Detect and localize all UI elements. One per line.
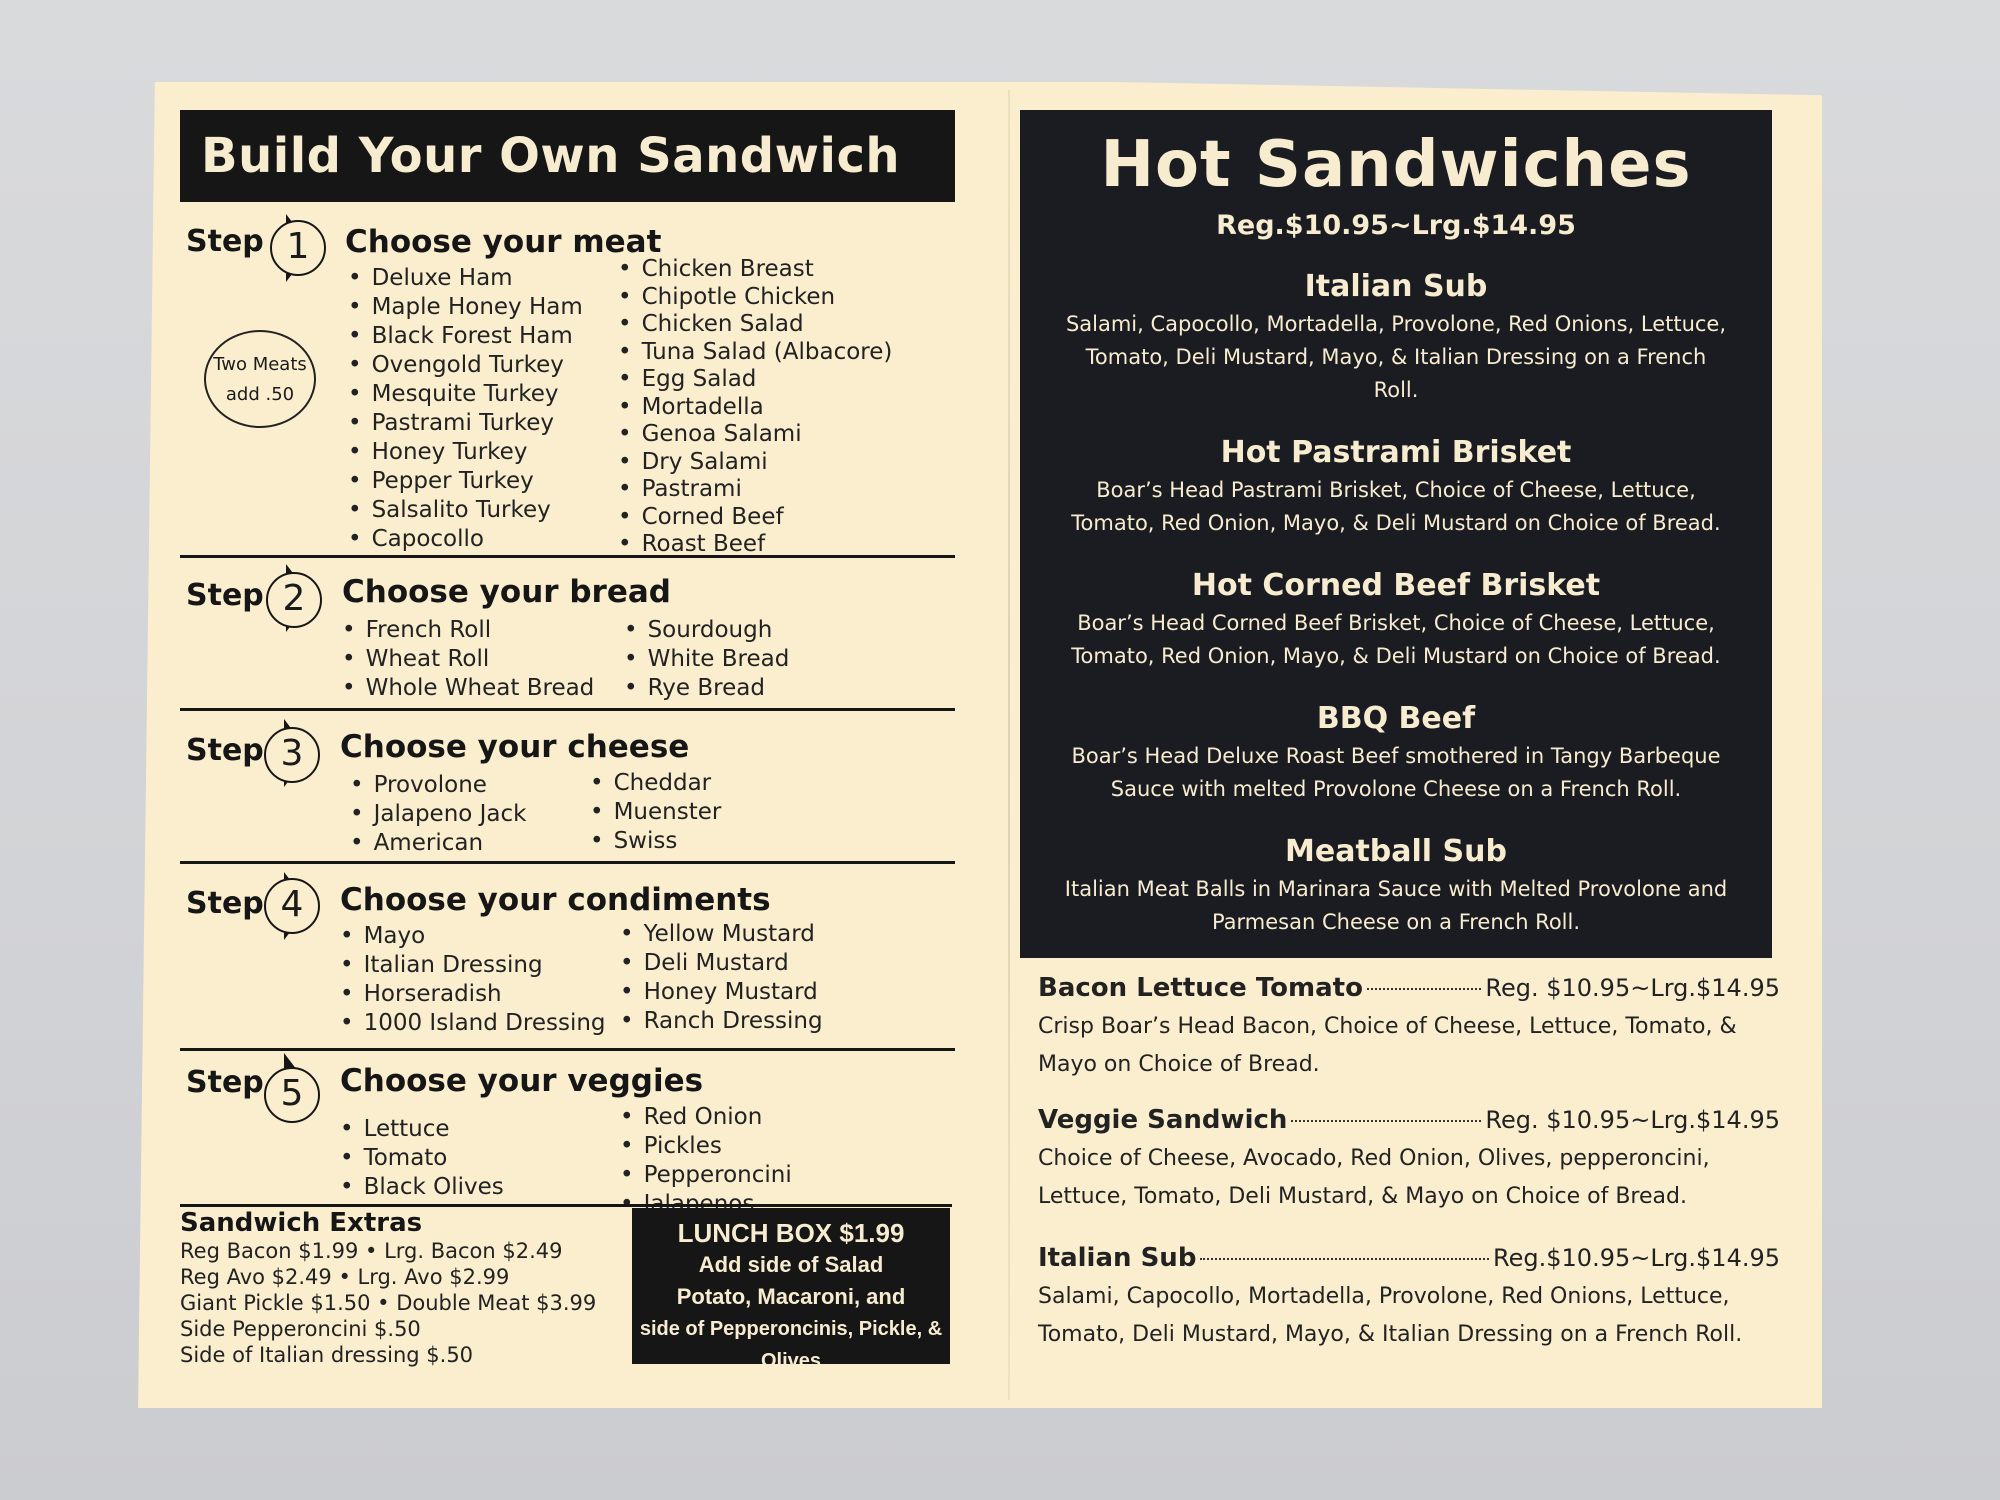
list-item: • Deli Mustard	[620, 949, 823, 978]
hot-sandwiches-box	[1020, 110, 1772, 958]
bread-list-col1	[342, 616, 594, 703]
hot-item-name: Italian Sub	[1304, 269, 1488, 304]
list-item: • Whole Wheat Bread	[342, 674, 594, 703]
step-label: Step	[186, 886, 264, 921]
meat-list-col2	[618, 256, 892, 559]
list-item: • Pastrami Turkey	[348, 409, 583, 438]
lunch-box-line: side of Pepperoncinis, Pickle, & Olives	[639, 1318, 943, 1372]
hot-item-desc: Boar’s Head Pastrami Brisket, Choice of Cheese, Lettuce, Tomato, Red Onion, Mayo, & Deli Mustard on Choice of Bread.	[1071, 478, 1721, 535]
two-meats-line-1: Two Meats	[213, 354, 307, 375]
lunch-box-line: Add side of Salad	[698, 1252, 884, 1277]
menu-item-desc: Salami, Capocollo, Mortadella, Provolone, Red Onions, Lettuce, Tomato, Deli Mustard, Mayo, & Italian Dressing on a French Roll.	[1038, 1284, 1743, 1347]
extras-line: Giant Pickle $1.50 • Double Meat $3.99	[180, 1291, 597, 1315]
list-item: • Capocollo	[348, 525, 583, 554]
menu-item-name: Italian Sub	[1038, 1243, 1197, 1273]
list-item: • Black Forest Ham	[348, 322, 583, 351]
list-item: • Pepper Turkey	[348, 467, 583, 496]
menu-item-price: Reg.$10.95~Lrg.$14.95	[1493, 1244, 1780, 1272]
list-item: • Tomato	[340, 1144, 504, 1173]
menu-item-name: Bacon Lettuce Tomato	[1038, 973, 1363, 1003]
list-item: • Lettuce	[340, 1115, 504, 1144]
list-item: • Maple Honey Ham	[348, 293, 583, 322]
sandwich-extras	[180, 1208, 620, 1368]
step-number: 4	[264, 878, 320, 934]
menu-item-blt	[1038, 968, 1780, 1084]
condiment-list-col2	[620, 920, 823, 1036]
list-item: • Italian Dressing	[340, 951, 606, 980]
menu-item-italian-sub	[1038, 1238, 1780, 1354]
extras-heading: Sandwich Extras	[180, 1208, 423, 1238]
hot-item-desc: Boar’s Head Deluxe Roast Beef smothered in Tangy Barbeque Sauce with melted Provolone Cheese on a French Roll.	[1071, 744, 1721, 801]
hot-item-desc: Boar’s Head Corned Beef Brisket, Choice of Cheese, Lettuce, Tomato, Red Onion, Mayo, & Deli Mustard on Choice of Bread.	[1071, 611, 1721, 668]
leader-dots	[1291, 1120, 1481, 1122]
bread-list-col2	[624, 616, 789, 703]
hot-title: Hot Sandwiches	[1100, 128, 1692, 202]
menu-item-veggie	[1038, 1100, 1780, 1216]
hot-item-name: Hot Corned Beef Brisket	[1191, 568, 1601, 603]
extras-line: Side Pepperoncini $.50	[180, 1317, 421, 1341]
list-item: • Mesquite Turkey	[348, 380, 583, 409]
list-item: • Jalapeno Jack	[350, 800, 527, 829]
step-number: 3	[264, 727, 320, 783]
list-item: • Chipotle Chicken	[618, 284, 892, 312]
list-item: • Chicken Breast	[618, 256, 892, 284]
step-label: Step	[186, 578, 264, 613]
list-item: • Mayo	[340, 922, 606, 951]
hot-price: Reg.$10.95~Lrg.$14.95	[1216, 210, 1576, 241]
meat-list-col1	[348, 264, 583, 554]
step-3	[180, 711, 955, 864]
step-title: Choose your bread	[342, 574, 671, 610]
list-item: • Egg Salad	[618, 366, 892, 394]
extras-line: Side of Italian dressing $.50	[180, 1343, 474, 1367]
step-label: Step	[186, 224, 264, 259]
fold-crease	[1008, 90, 1010, 1400]
hot-item-name: Meatball Sub	[1285, 834, 1507, 869]
list-item: • Dry Salami	[618, 449, 892, 477]
extras-line: Reg Bacon $1.99 • Lrg. Bacon $2.49	[180, 1239, 563, 1263]
list-item: • Red Onion	[620, 1103, 792, 1132]
list-item: • Pastrami	[618, 476, 892, 504]
list-item: • Black Olives	[340, 1173, 504, 1202]
list-item: • Pickles	[620, 1132, 792, 1161]
step-number: 2	[266, 572, 322, 628]
menu-item-name: Veggie Sandwich	[1038, 1105, 1288, 1135]
lunch-box-box	[632, 1208, 950, 1372]
list-item: • Corned Beef	[618, 504, 892, 532]
step-title: Choose your meat	[345, 224, 662, 260]
step-title: Choose your condiments	[340, 882, 771, 918]
list-item: • Cheddar	[590, 769, 721, 798]
menu-item-price: Reg. $10.95~Lrg.$14.95	[1485, 974, 1780, 1002]
veggie-list-col1	[340, 1115, 504, 1202]
veggie-list-col2	[620, 1103, 792, 1219]
list-item: • Pepperoncini	[620, 1161, 792, 1190]
list-item: • Wheat Roll	[342, 645, 594, 674]
menu-item-header	[1038, 968, 1780, 1008]
list-item: • Sourdough	[624, 616, 789, 645]
lunch-box-line: Potato, Macaroni, and	[676, 1284, 906, 1309]
list-item: • Provolone	[350, 771, 527, 800]
list-item: • 1000 Island Dressing	[340, 1009, 606, 1038]
list-item: • Ovengold Turkey	[348, 351, 583, 380]
lunch-box-title: LUNCH BOX $1.99	[677, 1218, 905, 1248]
step-number: 5	[264, 1067, 320, 1123]
menu-item-desc: Crisp Boar’s Head Bacon, Choice of Cheese, Lettuce, Tomato, & Mayo on Choice of Bread.	[1038, 1014, 1737, 1077]
menu-item-price: Reg. $10.95~Lrg.$14.95	[1485, 1106, 1780, 1134]
list-item: • American	[350, 829, 527, 858]
step-2	[180, 558, 955, 711]
hot-item-desc: Salami, Capocollo, Mortadella, Provolone, Red Onions, Lettuce, Tomato, Deli Mustard, Mayo, & Italian Dressing on a French Roll.	[1065, 312, 1727, 402]
cheese-list-col1	[350, 771, 527, 858]
list-item: • Genoa Salami	[618, 421, 892, 449]
list-item: • Chicken Salad	[618, 311, 892, 339]
two-meats-line-2: add .50	[225, 384, 295, 405]
list-item: • Rye Bread	[624, 674, 789, 703]
leader-dots	[1367, 988, 1481, 990]
list-item: • Horseradish	[340, 980, 606, 1009]
build-your-own-panel	[180, 110, 955, 1231]
leader-dots	[1200, 1258, 1489, 1260]
list-item: • Deluxe Ham	[348, 264, 583, 293]
extras-divider	[180, 1204, 952, 1207]
list-item: • Honey Mustard	[620, 978, 823, 1007]
step-label: Step	[186, 1065, 264, 1100]
list-item: • Tuna Salad (Albacore)	[618, 339, 892, 367]
list-item: • White Bread	[624, 645, 789, 674]
list-item: • Roast Beef	[618, 531, 892, 559]
step-1	[180, 202, 955, 558]
step-title: Choose your veggies	[340, 1063, 704, 1099]
list-item: • Salsalito Turkey	[348, 496, 583, 525]
list-item: • Swiss	[590, 827, 721, 856]
menu-item-desc: Choice of Cheese, Avocado, Red Onion, Olives, pepperoncini, Lettuce, Tomato, Deli Mustard, & Mayo on Choice of Bread.	[1038, 1146, 1710, 1209]
two-meats-note	[204, 330, 316, 428]
list-item: • Honey Turkey	[348, 438, 583, 467]
hot-item-desc: Italian Meat Balls in Marinara Sauce with Melted Provolone and Parmesan Cheese on a French Roll.	[1064, 877, 1728, 934]
step-label: Step	[186, 733, 264, 768]
cheese-list-col2	[590, 769, 721, 856]
menu-item-header	[1038, 1238, 1780, 1278]
step-number: 1	[270, 220, 326, 276]
extras-line: Reg Avo $2.49 • Lrg. Avo $2.99	[180, 1265, 510, 1289]
hot-item-name: Hot Pastrami Brisket	[1220, 435, 1572, 470]
step-title: Choose your cheese	[340, 729, 690, 765]
hot-item-name: BBQ Beef	[1316, 701, 1476, 736]
list-item: • Yellow Mustard	[620, 920, 823, 949]
menu-item-header	[1038, 1100, 1780, 1140]
list-item: • Mortadella	[618, 394, 892, 422]
build-banner: Build Your Own Sandwich	[180, 110, 955, 202]
condiment-list-col1	[340, 922, 606, 1038]
step-4	[180, 864, 955, 1051]
list-item: • French Roll	[342, 616, 594, 645]
list-item: • Muenster	[590, 798, 721, 827]
list-item: • Ranch Dressing	[620, 1007, 823, 1036]
